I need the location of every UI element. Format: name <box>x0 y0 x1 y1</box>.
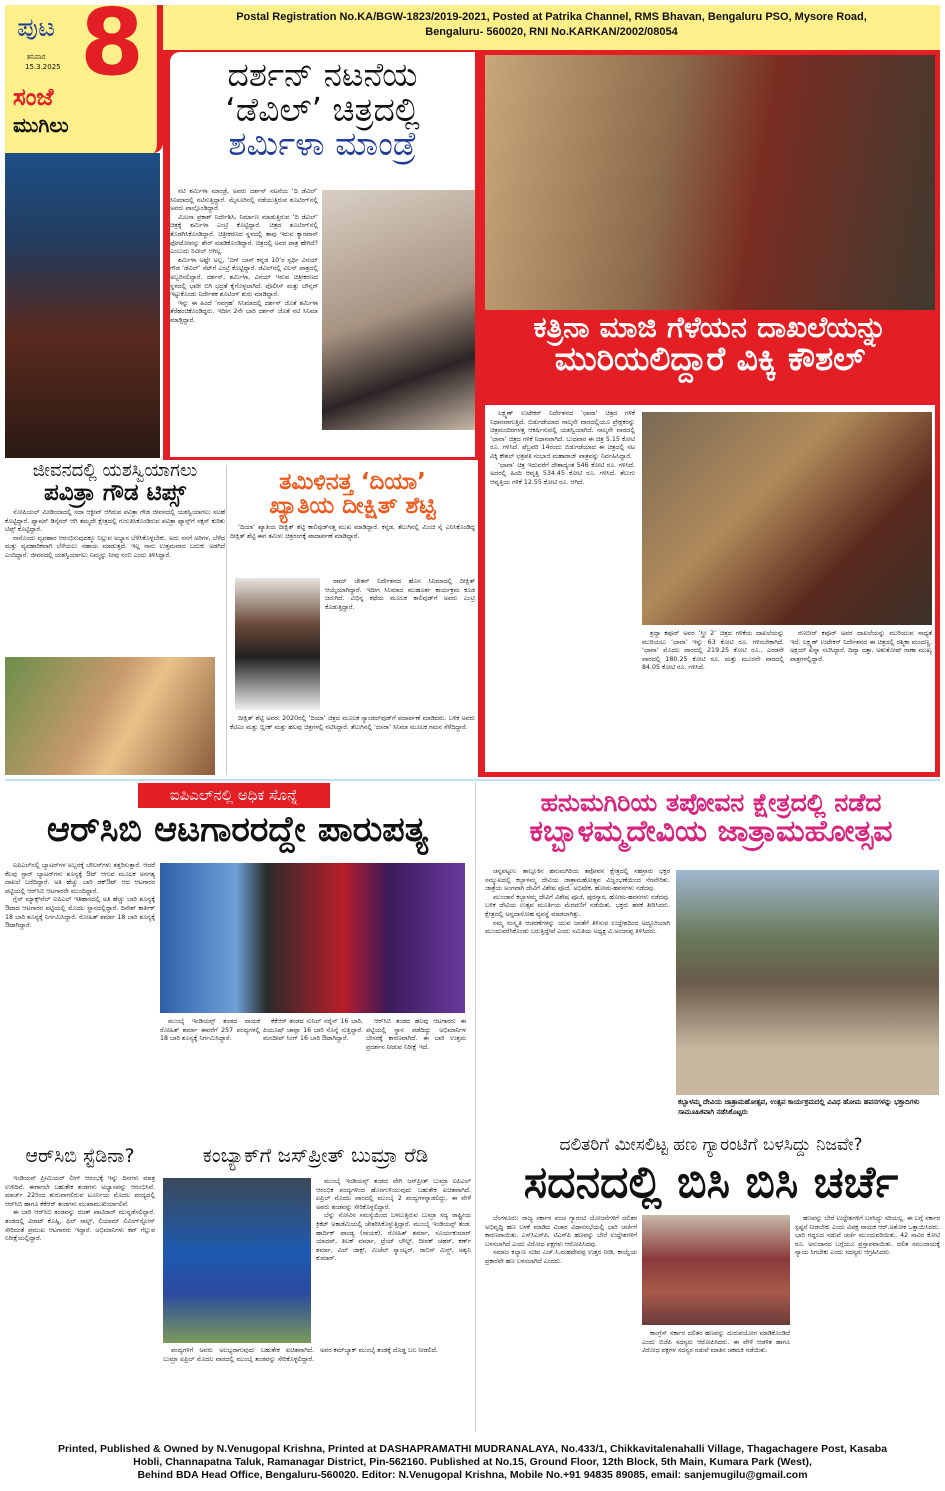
bumrah-body-1: ಮುಂಬೈ ಇಂಡಿಯನ್ಸ್ ತಂಡದ ವೇಗಿ ಜಸ್‌ಪ್ರೀತ್ ಬುಮ್ರಾ ಐಪಿಎಲ್ ಆರಂಭಿಕ ಪಂದ್ಯಗಳಿಂದ ಹೊರಗುಳಿಯುವುದು ಬಹುತೇಕ ಖಚಿತವಾಗಿದೆ. ಏಪ್ರಿಲ್ ಮೊದಲ ವಾರದಲ್ಲಿ ಮುಂಬೈ 2 ಪಂದ್ಯಗಳನ್ನಾಡಲಿದ್ದು, ಈ ವೇಳೆ ಅವರು ತಂಡವನ್ನು ಸೇರಿಕೊಳ್ಳಲಿದ್ದಾರೆ. ಬೆನ್ನು ನೋವಿನ ಸಮಸ್ಯೆಯಿಂದ ಬಳಲುತ್ತಿರುವ ಬುಮ್ರಾ ಸದ್ಯ ರಾಷ್ಟ್ರೀಯ ಕ್ರಿಕೆಟ್ ಅಕಾಡೆಮಿಯಲ್ಲಿ ಚೇತರಿಸಿಕೊಳ್ಳುತ್ತಿದ್ದಾರೆ. ಮುಂಬೈ ಇಂಡಿಯನ್ಸ್ ತಂಡ: ಹಾರ್ದಿಕ್ ಪಾಂಡ್ಯ (ನಾಯಕ), ರೋಹಿತ್ ಶರ್ಮಾ, ಸೂರ್ಯಕುಮಾರ್ ಯಾದವ್, ತಿಲಕ್ ವರ್ಮಾ, ಟ್ರೆಂಟ್ ಬೌಲ್ಟ್, ದೀಪಕ್ ಚಹರ್, ಕರ್ಣ್ ಶರ್ಮಾ, ವಿಲ್ ಜಾಕ್ಸ್, ಮಿಚೆಲ್ ಸ್ಯಾಂಟ್ನರ್, ರಾಬಿನ್ ಮಿನ್ಜ್, ಅಶ್ವನಿ ಕುಮಾರ್. <box>316 1178 471 1263</box>
date: 15.3.2025 <box>25 63 61 71</box>
diya-headline-2: ಖ್ಯಾತಿಯ ದೀಕ್ಷಿತ್ ಶೆಟ್ಟಿ <box>269 493 436 520</box>
day: ಶನಿವಾರ <box>27 53 46 61</box>
chhaava-battle-photo <box>642 412 932 625</box>
pavitra-photo <box>5 657 215 775</box>
pavitra-headline-1: ಜೀವನದಲ್ಲಿ ಯಶಸ್ವಿಯಾಗಲು <box>32 460 198 481</box>
sharmila-photo <box>322 190 475 430</box>
ipl-kicker: ಐಪಿಎಲ್‌ನಲ್ಲಿ ಅಧಿಕ ಸೊನ್ನೆ <box>138 783 330 808</box>
jatre-photo <box>676 870 939 1095</box>
bumrah-headline: ಕಂಬ್ಯಾಕ್‌ಗೆ ಜಸ್‌ಪ್ರೀತ್ ಬುಮ್ರಾ ರೆಡಿ <box>202 1143 429 1167</box>
vicky-headline: ಕತ್ರಿನಾ ಮಾಜಿ ಗೆಳೆಯನ ದಾಖಲೆಯನ್ನು ಮುರಿಯಲಿದ್ದಾರೆ ವಿಕ್ಕಿ ಕೌಶಲ್ <box>533 310 887 379</box>
assembly-body-3: ಹಣವನ್ನು ಬೇರೆ ಉದ್ದೇಶಗಳಿಗೆ ಬಳಸಿದ್ದು ಸರಿಯಲ್ಲ. ಈ ಬಗ್ಗೆ ಸರ್ಕಾರ ಸ್ಪಷ್ಟನೆ ನೀಡಬೇಕು ಎಂದು ವಿಪಕ್ಷ ನಾಯಕ ಆರ್.ಅಶೋಕ ಒತ್ತಾಯಿಸಿದರು. ಭಾರಿ ಗದ್ದಲದ ನಡುವೆ ಚರ್ಚೆ ಮುಂದುವರಿಯಿತು. 42 ಸಾವಿರ ಕೋಟಿ ರೂ. ಅನುದಾನದ ಬಗ್ಗೆಯೂ ಪ್ರಸ್ತಾಪವಾಯಿತು. ದಲಿತ ಸಮುದಾಯಕ್ಕೆ ನ್ಯಾಯ ಸಿಗಬೇಕು ಎಂದು ಸದಸ್ಯರು ಆಗ್ರಹಿಸಿದರು. <box>795 1215 940 1257</box>
jatre-caption: ಕಬ್ಬಾಳಮ್ಮ ದೇವಿಯ ಜಾತ್ರಾಮಹೋತ್ಸವ, ಉತ್ಸವ ಕಾರ್ಯಕ್ರಮದಲ್ಲಿ ವಿವಿಧ ಹೋಮ ಹವನಗಳನ್ನು ಭಕ್ತಾದಿಗಳು ಸಾಮೂಹಿಕವಾಗಿ ನಡೆಸಿಕೊಟ್ಟರು <box>678 1098 920 1116</box>
hanumagiri-body: ಚನ್ನಪಟ್ಟಣ: ತಾಲ್ಲೂಕಿನ ಹನುಮಗಿರಿಯ ತಪೋವನ ಕ್ಷೇತ್ರದಲ್ಲಿ ಸಹಸ್ರಾರು ಭಕ್ತರ ಸಮ್ಮುಖದಲ್ಲಿ ಕಬ್ಬಾಳಮ್ಮ ದೇವಿಯ ಜಾತ್ರಾಮಹೋತ್ಸವ ವಿಜೃಂಭಣೆಯಿಂದ ನೆರವೇರಿತು. ಜಾತ್ರೆಯ ಅಂಗವಾಗಿ ದೇವಿಗೆ ವಿಶೇಷ ಪೂಜೆ, ಅಭಿಷೇಕ, ಹೋಮ-ಹವನಗಳು ನಡೆದವು. ಮುಂಜಾನೆ ಕಬ್ಬಾಳಮ್ಮ ದೇವಿಗೆ ವಿಶೇಷ ಪೂಜೆ, ಪುರಸ್ಕಾರ, ಹೋಮ-ಹವನಗಳು ನಡೆದವು. ಬಳಿಕ ದೇವಿಯ ಉತ್ಸವ ಮೂರ್ತಿಯ ಮೆರವಣಿಗೆ ನಡೆಯಿತು. ಭಕ್ತರು ಹರಕೆ ತೀರಿಸಿದರು. ಕ್ಷೇತ್ರದಲ್ಲಿ ಅನ್ನದಾಸೋಹ ವ್ಯವಸ್ಥೆ ಮಾಡಲಾಗಿತ್ತು. ನಮ್ಮ ಸಂಸ್ಕೃತಿ ಆಚರಣೆಗಳನ್ನು ಯುವ ಜನತೆಗೆ ತಿಳಿಸುವ ಉದ್ದೇಶದಿಂದ ಅದ್ಧೂರಿಯಾಗಿ ಮುಂದುವರೆಸಿಕೊಂಡು ಬರುತ್ತಿದ್ದೇವೆ ಎಂದು ಸಮಿತಿಯ ಅಧ್ಯಕ್ಷ ವಿ.ಅಂಜನಪ್ಪ ತಿಳಿಸಿದರು. <box>485 868 670 936</box>
diya-body-2: ರಾಮ್ ಚೇತನ್ ನಿರ್ದೇಶನದ ಹೊಸ ಸಿನಿಮಾದಲ್ಲಿ ದೀಕ್ಷಿತ್ ಆಯ್ಕೆಯಾಗಿದ್ದಾರೆ. ಇದೀಗ ಸಿನಿಮಾದ ಮುಹೂರ್ತ ಕಾರ್ಯಕ್ರಮ ಕೂಡ ಜರುಗಿದೆ. ವಿಭಿನ್ನ ಕಥೆಯ ಮೂಲಕ ಕಾಲಿವುಡ್‌ಗೆ ಅವರು ಎಂಟ್ರಿ ಕೊಡುತ್ತಿದ್ದಾರೆ. <box>325 578 475 611</box>
sharmila-headline-3: ಶರ್ಮಿಳಾ ಮಾಂಡ್ರೆ <box>228 124 417 164</box>
section-divider <box>5 779 940 781</box>
rcb-stadium-body: ಇಂಡಿಯನ್ ಪ್ರೀಮಿಯರ್ ಲೀಗ್ ಆರಂಭಕ್ಕೆ ಇನ್ನು ದಿನಗಳು ಮಾತ್ರ ಉಳಿದಿವೆ. ಈಗಾಗಲೇ ಬಹುತೇಕ ತಂಡಗಳು ಅಭ್ಯಾಸವನ್ನು ಆರಂಭಿಸಿವೆ. ಮಾರ್ಚ್ 22ರಿಂದ ಶುರುವಾಗಲಿರುವ ಟೂರ್ನಿಯ ಮೊದಲ ಪಂದ್ಯದಲ್ಲಿ ಆರ್‌ಸಿಬಿ ಹಾಗೂ ಕೆಕೆಆರ್ ತಂಡಗಳು ಮುಖಾಮುಖಿಯಾಗಲಿವೆ. ಈ ಬಾರಿ ಆರ್‌ಸಿಬಿ ತಂಡವನ್ನು ರಜತ್ ಪಾಟಿದಾರ್ ಮುನ್ನಡೆಸಲಿದ್ದಾರೆ. ತಂಡದಲ್ಲಿ ವಿರಾಟ್ ಕೊಹ್ಲಿ, ಫಿಲ್ ಸಾಲ್ಟ್, ಲಿಯಾಮ್ ಲಿವಿಂಗ್‌ಸ್ಟೋನ್ ಸೇರಿದಂತೆ ಪ್ರಮುಖ ಆಟಗಾರರು ಇದ್ದಾರೆ. ಅಭಿಮಾನಿಗಳು ಕಪ್ ಗೆಲ್ಲುವ ನಿರೀಕ್ಷೆಯಲ್ಲಿದ್ದಾರೆ. <box>5 1175 155 1243</box>
diya-body-1: ‘ದಿಯಾ’ ಖ್ಯಾತಿಯ ದೀಕ್ಷಿತ್ ಶೆಟ್ಟಿ ಕಾಲಿವುಡ್‌ನತ್ತ ಮುಖ ಮಾಡಿದ್ದಾರೆ. ಕನ್ನಡ, ತೆಲುಗಿನಲ್ಲಿ ಮಿಂಚಿ ಸೈ ಎನಿಸಿಕೊಂಡಿದ್ದ ದೀಕ್ಷಿತ್ ಶೆಟ್ಟಿ ಈಗ ತಮಿಳು ಚಿತ್ರರಂಗಕ್ಕೆ ಪಾದಾರ್ಪಣೆ ಮಾಡಿದ್ದಾರೆ. <box>230 524 475 540</box>
vicky-body-1: ಲಕ್ಷ್ಮಣ್ ಉಟೇಕರ್ ನಿರ್ದೇಶನದ ‘ಛಾವಾ’ ಚಿತ್ರದ ಗಳಿಕೆ ನಿಧಾನವಾಗುತ್ತಿದೆ. ಬಿಡುಗಡೆಯಾದ ನಾಲ್ಕನೇ ವಾರದಲ್ಲಿಯೂ ಪ್ರೇಕ್ಷಕರನ್ನು ಚಿತ್ರಮಂದಿರಗಳತ್ತ ಆಕರ್ಷಿಸುವಲ್ಲಿ ಯಶಸ್ವಿಯಾಗಿದೆ. ನಾಲ್ಕನೇ ವಾರದಲ್ಲಿ ‘ಛಾವಾ’ ಚಿತ್ರದ ಗಳಿಕೆ ನಿಧಾನವಾಗಿದೆ. ಬುಧವಾರ ಈ ಚಿತ್ರ 5.15 ಕೋಟಿ ರೂ. ಗಳಿಸಿದೆ. ಫೆಬ್ರವರಿ 14ರಂದು ಬಿಡುಗಡೆಯಾದ ಈ ಚಿತ್ರದಲ್ಲಿ ನಟ ವಿಕ್ಕಿ ಕೌಶಲ್ ಛತ್ರಪತಿ ಸಂಭಾಜಿ ಮಹಾರಾಜ್ ಪಾತ್ರವನ್ನು ನಿರ್ವಹಿಸಿದ್ದಾರೆ. ‘ಛಾವಾ’ ಚಿತ್ರ ಇದುವರೆಗೆ ದೇಶಾದ್ಯಂತ 546 ಕೋಟಿ ರೂ. ಗಳಿಸಿದೆ. ಅದರಲ್ಲಿ ಹಿಂದಿ ಆವೃತ್ತಿ 534.45 ಕೋಟಿ ರೂ. ಗಳಿಸಿದೆ. ತೆಲುಗು ಆವೃತ್ತಿಯ ಗಳಿಕೆ 12.55 ಕೋಟಿ ರೂ. ಆಗಿದೆ. <box>490 410 635 486</box>
assembly-body-2: ಕಾಂಗ್ರೆಸ್ ಸರ್ಕಾರ ದಲಿತರ ಹಣವನ್ನು ದುರುಪಯೋಗ ಮಾಡಿಕೊಂಡಿದೆ ಎಂದು ಬಿಜೆಪಿ ಸದಸ್ಯರು ಆರೋಪಿಸಿದರು. ಈ ವೇಳೆ ಆಡಳಿತ ಹಾಗೂ ವಿರೋಧ ಪಕ್ಷಗಳ ಸದಸ್ಯರ ನಡುವೆ ಮಾತಿನ ಚಕಮಕಿ ನಡೆಯಿತು. <box>642 1330 790 1355</box>
vicky-body-3: ರಣಬೀರ್ ಕಪೂರ್ ಅವರ ದಾಖಲೆಯನ್ನು ಮುರಿಯುವ ಸಾಧ್ಯತೆ ಇದೆ. ಲಕ್ಷ್ಮಣ್ ಉಟೇಕರ್ ನಿರ್ದೇಶನದ ಈ ಚಿತ್ರದಲ್ಲಿ ರಶ್ಮಿಕಾ ಮಂದಣ್ಣ, ಅಕ್ಷಯ್ ಖನ್ನಾ ನಟಿಸಿದ್ದಾರೆ. ದಿವ್ಯಾ ದತ್ತಾ, ಅಶುತೋಷ್ ರಾಣಾ ಮುಖ್ಯ ಪಾತ್ರಗಳಲ್ಲಿದ್ದಾರೆ. <box>790 630 932 663</box>
ipl-body-1: ಐಪಿಎಲ್‌ನಲ್ಲಿ ಬ್ಯಾಟರ್‌ಗಳ ಅಬ್ಬರಕ್ಕೆ ಬೌಲರ್‌ಗಳು ತತ್ತರಿಸುತ್ತಾರೆ. ಆದರೆ ಕೆಲವು ಸ್ಟಾರ್ ಬ್ಯಾಟರ್‌ಗಳು ಶೂನ್ಯಕ್ಕೆ ಔಟ್ ಆಗುವ ಮೂಲಕ ಅನಗತ್ಯ ದಾಖಲೆ ಬರೆದಿದ್ದಾರೆ. ಅತಿ ಹೆಚ್ಚು ಬಾರಿ ಡಕ್‌ಔಟ್ ಆದ ಆಟಗಾರರ ಪಟ್ಟಿಯಲ್ಲಿ ಆರ್‌ಸಿಬಿ ಆಟಗಾರರೇ ಮುಂದಿದ್ದಾರೆ. ಗ್ಲೆನ್ ಮ್ಯಾಕ್ಸ್‌ವೆಲ್ ಐಪಿಎಲ್ ಇತಿಹಾಸದಲ್ಲಿ ಅತಿ ಹೆಚ್ಚು ಬಾರಿ ಶೂನ್ಯಕ್ಕೆ ಔಟಾದ ಆಟಗಾರರ ಪಟ್ಟಿಯಲ್ಲಿ ಮೊದಲ ಸ್ಥಾನದಲ್ಲಿದ್ದಾರೆ. ದಿನೇಶ್ ಕಾರ್ತಿಕ್ 18 ಬಾರಿ ಶೂನ್ಯಕ್ಕೆ ನಿರ್ಗಮಿಸಿದ್ದಾರೆ. ರೋಹಿತ್ ಶರ್ಮಾ 18 ಬಾರಿ ಶೂನ್ಯಕ್ಕೆ ಔಟಾಗಿದ್ದಾರೆ. <box>5 862 155 930</box>
ipl-body-2: ಮುಂಬೈ ಇಂಡಿಯನ್ಸ್ ತಂಡದ ನಾಯಕ ರೋಹಿತ್ ಶರ್ಮಾ ಈವರೆಗೆ 257 ಪಂದ್ಯಗಳಲ್ಲಿ 18 ಬಾರಿ ಶೂನ್ಯಕ್ಕೆ ನಿರ್ಗಮಿಸಿದ್ದಾರೆ. <box>160 1018 260 1043</box>
diya-article <box>230 470 475 775</box>
bumrah-body-2: ಪಂದ್ಯಗಳಿಗೆ ಅವರು ಅಲಭ್ಯರಾಗುವುದು ಬಹುತೇಕ ಖಚಿತವಾಗಿದೆ. ಬುಮ್ರಾ ಏಪ್ರಿಲ್ ಮೊದಲ ವಾರದಲ್ಲಿ ಮುಂಬೈ ತಂಡವನ್ನು ಸೇರಿಕೊಳ್ಳಲಿದ್ದಾರೆ. ಅವರ ಕಮ್‌ಬ್ಯಾಕ್ ಮುಂಬೈ ತಂಡಕ್ಕೆ ದೊಡ್ಡ ಬಲ ನೀಡಲಿದೆ. <box>163 1347 438 1363</box>
ipl-body-4: ಆರ್‌ಸಿಬಿ ತಂಡದ ಹಲವು ಆಟಗಾರರು ಈ ಪಟ್ಟಿಯಲ್ಲಿ ಸ್ಥಾನ ಪಡೆದಿದ್ದು ಅಭಿಮಾನಿಗಳ ಬೇಸರಕ್ಕೆ ಕಾರಣವಾಗಿದೆ. ಈ ಬಾರಿ ಉತ್ತಮ ಪ್ರದರ್ಶನ ನೀಡುವ ನಿರೀಕ್ಷೆ ಇದೆ. <box>366 1018 466 1051</box>
page-number: 8 <box>80 0 145 96</box>
hanumagiri-headline: ಹನುಮಗಿರಿಯ ತಪೋವನ ಕ್ಷೇತ್ರದಲ್ಲಿ ನಡೆದ ಕಬ್ಬಾಳಮ್ಮದೇವಿಯ ಜಾತ್ರಾಮಹೋತ್ಸವ <box>529 788 893 850</box>
diya-headline-1: ತಮಿಳಿನತ್ತ ‘ದಿಯಾ’ <box>279 469 426 495</box>
darshan-photo <box>5 153 160 458</box>
sharmila-body: ನಟಿ ಶರ್ಮಿಳಾ ಮಾಂಡ್ರೆ, ಅವರು ದರ್ಶನ್ ನಟನೆಯ ‘ದಿ ಡೆವಿಲ್’ ಸಿನಿಮಾದಲ್ಲಿ ನಟಿಸುತ್ತಿದ್ದಾರೆ. ಮೈಸೂರಿನಲ್ಲಿ ನಡೆಯುತ್ತಿರುವ ಶೂಟಿಂಗ್‌ನಲ್ಲಿ ಅವರು ಪಾಲ್ಗೊಂಡಿದ್ದಾರೆ. ಮಿಲನಾ ಪ್ರಕಾಶ್ ನಿರ್ದೇಶಿಸಿ, ನಿರ್ಮಾಣ ಮಾಡುತ್ತಿರುವ ‘ದಿ ಡೆವಿಲ್’ ಚಿತ್ರಕ್ಕೆ ಶರ್ಮಿಳಾ ಎಂಟ್ರಿ ಕೊಟ್ಟಿದ್ದಾರೆ. ಚಿತ್ರದ ಶೂಟಿಂಗ್‌ನಲ್ಲಿ ತೊಡಗಿಸಿಕೊಂಡಿದ್ದಾರೆ. ಚಿತ್ರೀಕರಣದ ಸ್ಥಳದಲ್ಲಿ ತಾವು ಇರುವ ಕ್ಯಾರವಾನ್ ಫೋಟೋವನ್ನು ಶೇರ್ ಮಾಡಿಕೊಂಡಿದ್ದಾರೆ. ಚಿತ್ರದಲ್ಲಿ ಅವರ ಪಾತ್ರ ಹೇಗಿದೆ? ಎಂಬುದು ರಿವೀಲ್ ಆಗಿಲ್ಲ. ಶರ್ಮಿಳಾ ಅಷ್ಟೇ ಅಲ್ಲ, ‘ಬಿಗ್ ಬಾಸ್ ಕನ್ನಡ 10’ರ ಸ್ಪರ್ಧಿ ವಿನಯ್ ಗೌಡ ‘ಡೆವಿಲ್’ ಸೆಟ್‌ಗೆ ಎಂಟ್ರಿ ಕೊಟ್ಟಿದ್ದಾರೆ. ಡೆವಿಲ್‌ನಲ್ಲಿ ವಿಲನ್ ಪಾತ್ರದಲ್ಲಿ ಅಬ್ಬರಿಸಲಿದ್ದಾರೆ. ದರ್ಶನ್, ಶರ್ಮಿಳಾ, ವಿನಯ್ ಇರುವ ಚಿತ್ರೀಕರಣದ ಸ್ಥಳದಲ್ಲಿ ಭಾರೀ ಬಿಗಿ ಭದ್ರತೆ ಕೈಗೊಳ್ಳಲಾಗಿದೆ. ಪೊಲೀಸ್ ಮತ್ತು ಬೌನ್ಸರ್ ಇಟ್ಟುಕೊಂಡು ನಿರ್ದೇಶಕ ಶೂಟಿಂಗ್ ಶುರು ಮಾಡಿದ್ದಾರೆ. ಇನ್ನು ಈ ಹಿಂದೆ ‘ನವಗ್ರಹ’ ಸಿನಿಮಾದಲ್ಲಿ ದರ್ಶನ್ ಜೊತೆ ಶರ್ಮಿಳಾ ತೆರೆಹಂಚಿಕೊಂಡಿದ್ದರು. ಇದೀಗ 2ನೇ ಬಾರಿ ದರ್ಶನ್ ಜೊತೆ ನಟಿ ಸಿನಿಮಾ ಮಾಡ್ತಿದ್ದಾರೆ. <box>170 188 318 324</box>
assembly-photo <box>642 1215 790 1325</box>
assembly-headline: ಸದನದಲ್ಲಿ ಬಿಸಿ ಬಿಸಿ ಚರ್ಚೆ <box>523 1157 899 1208</box>
column-divider <box>475 782 476 1432</box>
postal-line-1: Postal Registration No.KA/BGW-1823/2019-2021, Posted at Patrika Channel, RMS Bhavan, Bengaluru PSO, Mysore Road, <box>236 11 867 23</box>
sharmila-article <box>170 52 475 457</box>
sharmila-headline-1: ದರ್ಶನ್ ನಟನೆಯ <box>227 55 418 94</box>
column-divider <box>226 465 227 775</box>
postal-line-2: Bengaluru- 560020, RNI No.KARKAN/2002/08054 <box>425 26 678 38</box>
paper-name-1: ಸಂಜೆ <box>13 83 54 111</box>
ipl-headline: ಆರ್‌ಸಿಬಿ ಆಟಗಾರರದ್ದೇ ಪಾರುಪತ್ಯ <box>46 810 429 850</box>
dikshith-photo <box>235 578 320 710</box>
vicky-body-2: ಶ್ರದ್ಧಾ ಕಪೂರ್ ಅವರ ‘ಸ್ತ್ರೀ 2’ ಚಿತ್ರದ ಗಳಿಕೆಯ ದಾಖಲೆಯನ್ನು ಮುರಿಯಲು ‘ಛಾವಾ’ ಇನ್ನು 63 ಕೋಟಿ ರೂ. ಗಳಿಸಬೇಕಾಗಿದೆ. ‘ಛಾವಾ’ ಮೊದಲ ವಾರದಲ್ಲಿ 219.25 ಕೋಟಿ ರೂ., ಎರಡನೇ ವಾರದಲ್ಲಿ 180.25 ಕೋಟಿ ರೂ. ಮತ್ತು ಮೂರನೇ ವಾರದಲ್ಲಿ 84.05 ಕೋಟಿ ರೂ. ಗಳಿಸಿದೆ. <box>642 630 784 672</box>
rcb-stadium-headline: ಆರ್‌ಸಿಬಿ ಸ್ಟೆಡಿನಾ? <box>25 1145 135 1167</box>
assembly-kicker: ದಲಿತರಿಗೆ ಮೀಸಲಿಟ್ಟ ಹಣ ಗ್ಯಾರಂಟಿಗೆ ಬಳಸಿದ್ದು ನಿಜವೇ? <box>559 1135 863 1155</box>
pavitra-article <box>5 462 225 777</box>
postal-band <box>163 5 940 50</box>
pavitra-body: ಸೋಷಿಯಲ್ ಮೀಡಿಯಾದಲ್ಲಿ ಸದಾ ಆಕ್ಟೀವ್ ಆಗಿರುವ ಪವಿತ್ರಾ ಗೌಡ ಜೀವನದಲ್ಲಿ ಯಶಸ್ವಿಯಾಗಲು ಸಲಹೆ ಕೊಟ್ಟಿದ್ದಾರೆ. ಫ್ಯಾಷನ್ ಡಿಸೈನರ್ ಆಗಿ ತಮ್ಮದೇ ಕ್ಷೇತ್ರದಲ್ಲಿ ಗುರುತಿಸಿಕೊಂಡಿರುವ ಪವಿತ್ರಾ ಫ್ಯಾನ್ಸ್‌ಗೆ ಸಕ್ಸಸ್ ಕುರಿತು ಟಿಪ್ಸ್ ಕೊಟ್ಟಿದ್ದಾರೆ. ನಾನೊಂದು ವ್ಯವಹಾರ ಆರಂಭಿಸುವುದಕ್ಕೂ ನಿಲ್ಲುವ ಅಭ್ಯಾಸ ಬೆಳೆಸಿಕೊಳ್ಳಬೇಕು. ಅದು ನನಗೆ ಅರಿಗಳ, ಬೆಳೆದ ಮತ್ತು ವ್ಯವಹಾರಿಕವಾಗಿ ಬೆಳೆಯಲು ಸಹಾಯ ಮಾಡುತ್ತದೆ. ಇಲ್ಲ ನಾನು ಉತ್ತಮವಾದ ಬದುಕು ಅಡಗಿದೆ ಎಂದಿದ್ದಾರೆ. ಜೀವನದಲ್ಲಿ ಯಶಸ್ವಿಯಾಗಲು ನಿಮ್ಮನ್ನು ನೀವು ನಂಬಿ ಎಂದು ತಿಳಿಸಿದ್ದಾರೆ. <box>5 509 225 559</box>
masthead <box>5 0 163 153</box>
page-word: ಪುಟ <box>17 13 56 43</box>
imprint-footer: Printed, Published & Owned by N.Venugopal Krishna, Printed at DASHAPRAMATHI MUDRANALAYA, No.433/1, Chikkavitalenahalli Village, Thagachagere Post, Kasaba Hobli, Channapatna Taluk, Ramanagar District, Pin-562160. Published at No.15, Ground Floor, 12th Block, 5th Main, Kumara Park (West), Behind BDA Head Office, Bengaluru-560020. Editor: N.Venugopal Krishna, Mobile No.+91 94835 89085, email: sanjemugilu@gmail.com <box>57 1443 888 1481</box>
chhaava-couple-photo <box>485 55 935 310</box>
diya-body-3: ದೀಕ್ಷಿತ್ ಶೆಟ್ಟಿ ಅವರು 2020ರಲ್ಲಿ ‘ದಿಯಾ’ ಚಿತ್ರದ ಮೂಲಕ ಸ್ಯಾಂಡಲ್‌ವುಡ್‌ಗೆ ಪದಾರ್ಪಣೆ ಮಾಡಿದರು. ಬಳಿಕ ಅವರು ಕೆಟಿಎಂ ಮತ್ತು ಬ್ಲಿಂಕ್ ಮತ್ತು ಹಲವು ಚಿತ್ರಗಳಲ್ಲಿ ನಟಿಸಿದ್ದಾರೆ. ತೆಲುಗಿನಲ್ಲಿ ‘ದಸರಾ’ ಸಿನಿಮಾ ಮೂಲಕ ಗಮನ ಸೆಳೆದಿದ್ದಾರೆ. <box>230 715 475 731</box>
ipl-players-photo <box>160 863 465 1013</box>
paper-name-2: ಮುಗಿಲು <box>13 113 69 137</box>
pavitra-headline-2: ಪವಿತ್ರಾ ಗೌಡ ಟಿಪ್ಸ್ <box>44 479 186 506</box>
assembly-body-1: ಬೆಂಗಳೂರು: ರಾಜ್ಯ ಸರ್ಕಾರ ಪಂಚ ಗ್ಯಾರಂಟಿ ಯೋಜನೆಗಳಿಗೆ ದಲಿತರ ಅಭಿವೃದ್ಧಿ ಹಣ ಬಳಕೆ ಮಾಡಿದ ವಿಚಾರ ವಿಧಾನಸಭೆಯಲ್ಲಿ ಭಾರಿ ಚರ್ಚೆಗೆ ಕಾರಣವಾಯಿತು. ಎಸ್‌ಸಿಎಸ್‌ಪಿ, ಟಿಎಸ್‌ಪಿ ಹಣವನ್ನು ಬೇರೆ ಉದ್ದೇಶಗಳಿಗೆ ಬಳಸಲಾಗಿದೆ ಎಂದು ವಿರೋಧ ಪಕ್ಷಗಳು ಆರೋಪಿಸಿದವು. ಸಮಾಜ ಕಲ್ಯಾಣ ಸಚಿವ ಎಚ್.ಸಿ.ಮಹದೇವಪ್ಪ ಉತ್ತರ ನೀಡಿ, ಕಾಯ್ದೆಯ ಪ್ರಕಾರವೇ ಹಣ ಬಳಸಲಾಗಿದೆ ಎಂದರು. <box>485 1215 637 1265</box>
ipl-body-3: ಕೆಕೆಆರ್ ತಂಡದ ಸುನಿಲ್ ನರೈನ್ 16 ಬಾರಿ, ಪಿಯೂಷ್ ಚಾವ್ಲಾ 16 ಬಾರಿ ಸೊನ್ನೆ ಸುತ್ತಿದ್ದಾರೆ. ಮನದೀಪ್ ಸಿಂಗ್ 16 ಬಾರಿ ಔಟಾಗಿದ್ದಾರೆ. <box>263 1018 363 1043</box>
sharmila-headline-2: ‘ಡೆವಿಲ್’ ಚಿತ್ರದಲ್ಲಿ <box>225 89 420 129</box>
bumrah-photo <box>163 1178 311 1343</box>
